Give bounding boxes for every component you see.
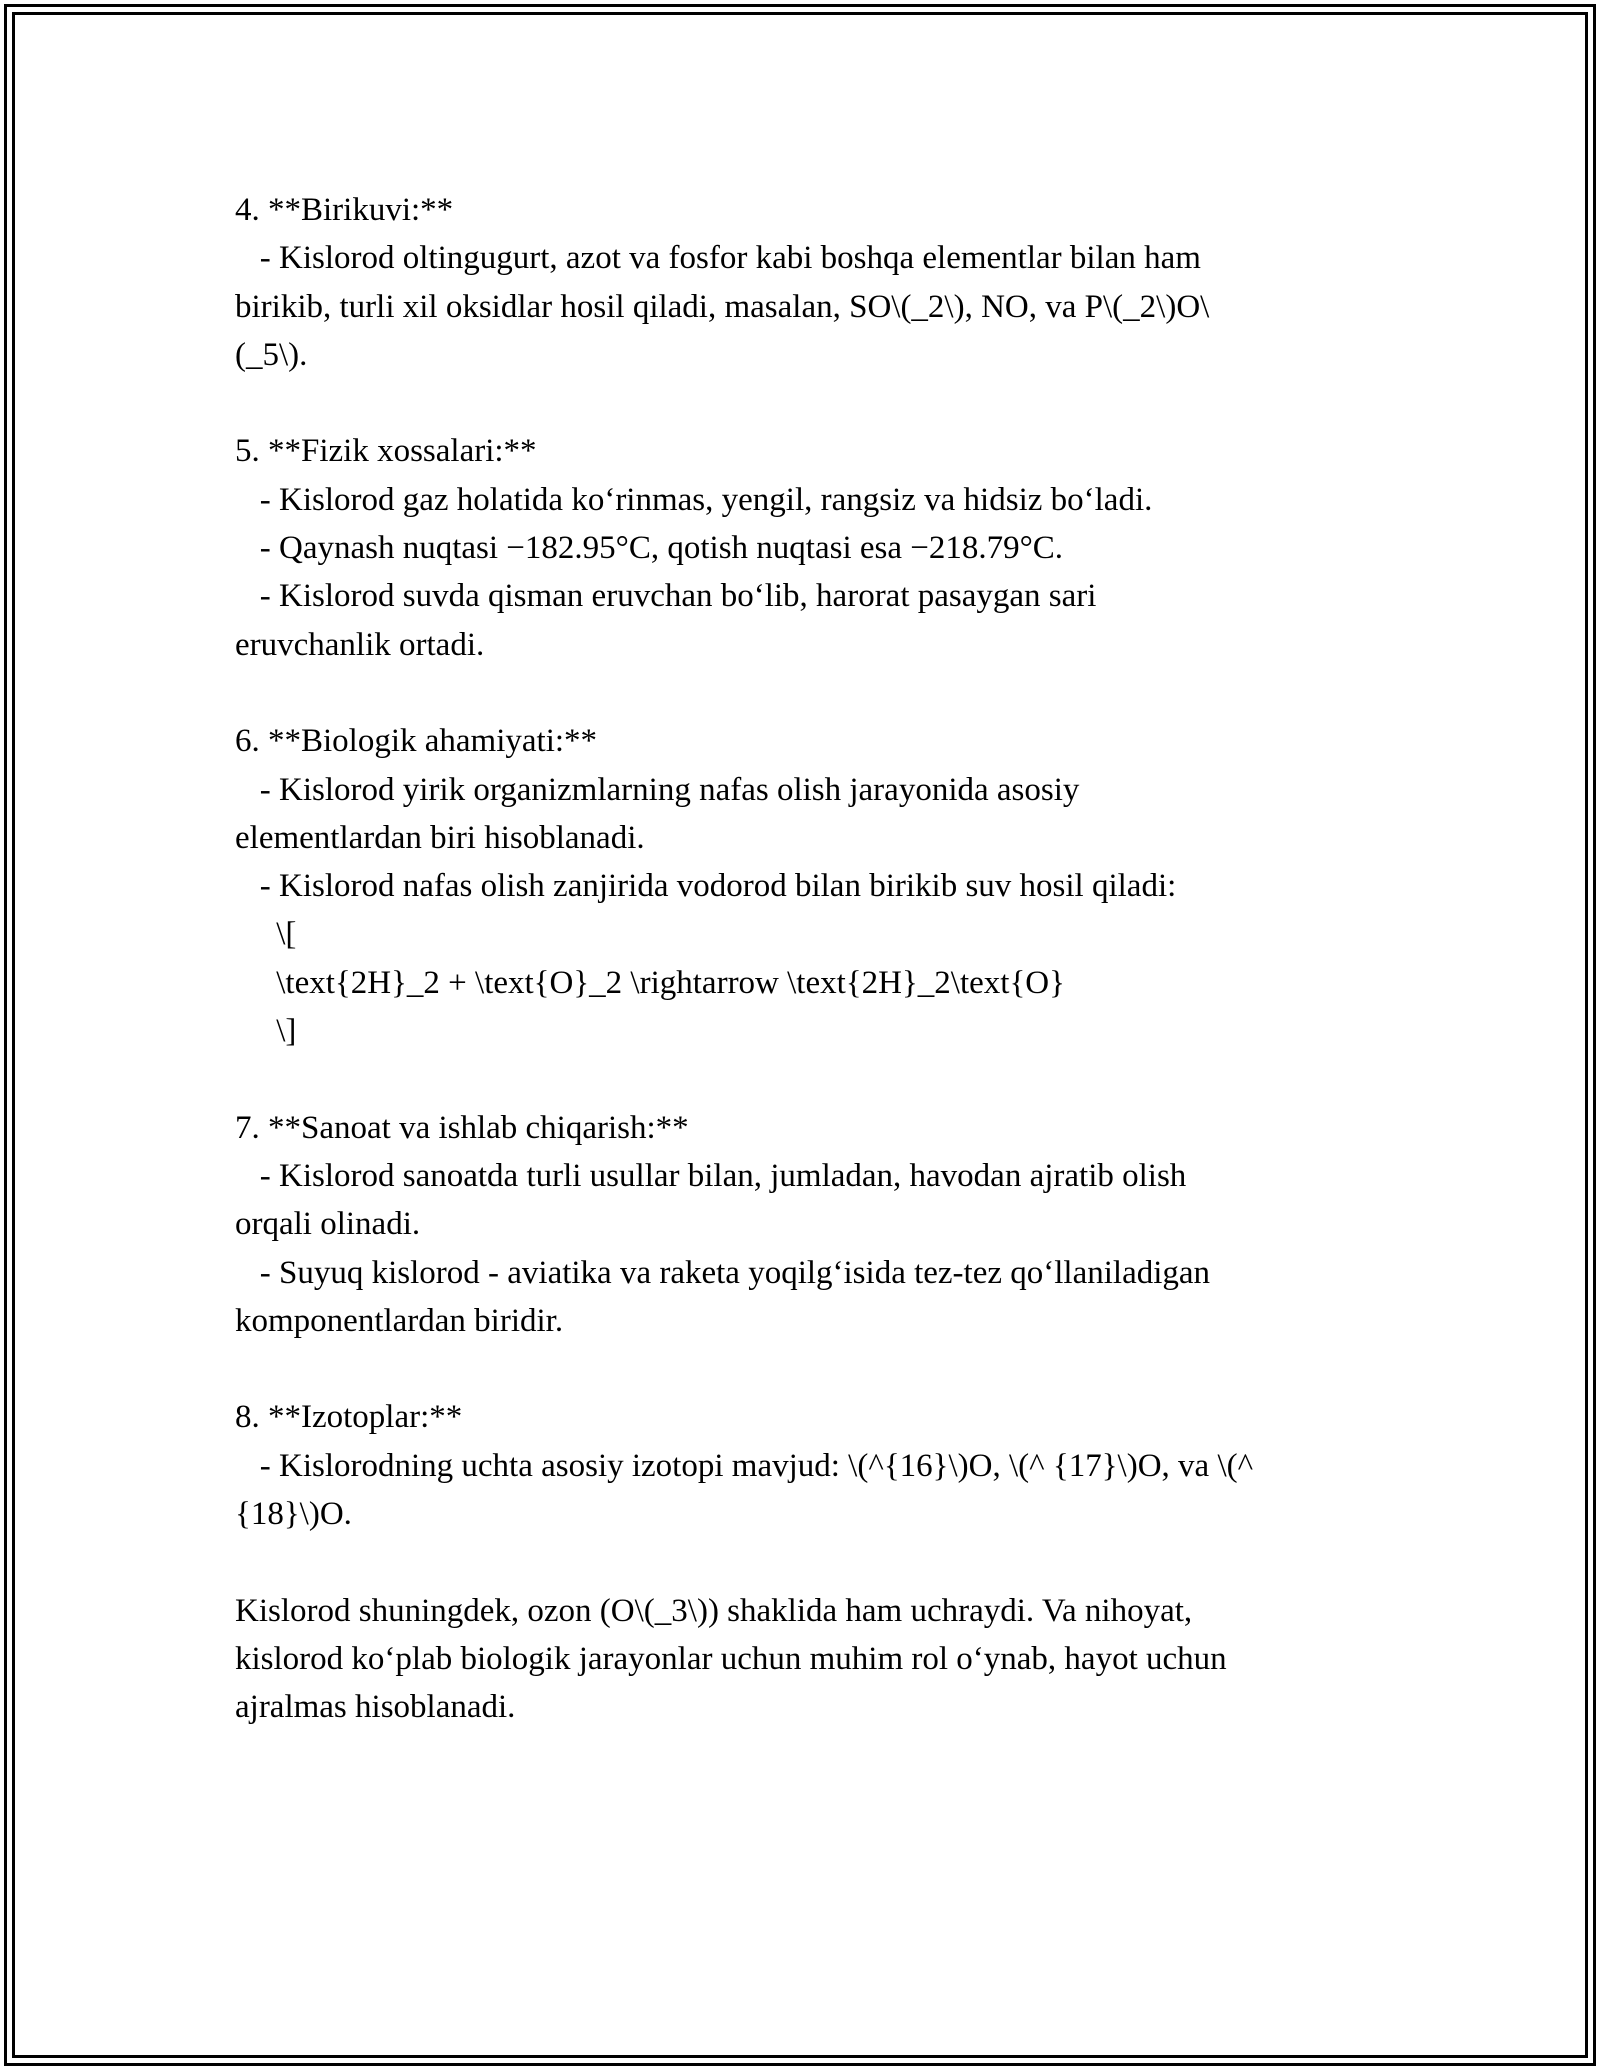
paragraph-gap: [235, 1345, 1385, 1393]
section-sanoat: [235, 1104, 1385, 1345]
closing-line: Kislorod shuningdek, ozon (O\(_3\)) shaklida ham uchraydi. Va nihoyat,: [235, 1592, 1193, 1629]
closing-line: kislorod koʻplab biologik jarayonlar uchun muhim rol oʻynab, hayot uchun: [235, 1640, 1227, 1677]
section-heading: 7. **Sanoat va ishlab chiqarish:**: [235, 1109, 689, 1146]
section-line: - Suyuq kislorod - aviatika va raketa yoqilgʻisida tez-tez qoʻllaniladigan: [235, 1254, 1211, 1291]
section-line: eruvchanlik ortadi.: [235, 626, 485, 663]
section-biologik-ahamiyati: [235, 717, 1385, 1055]
section-fizik-xossalari: [235, 427, 1385, 668]
section-line: birikib, turli xil oksidlar hosil qiladi, masalan, SO\(_2\), NO, va P\(_2\)O\: [235, 288, 1210, 325]
document-body: [235, 186, 1385, 1732]
paragraph-gap: [235, 1538, 1385, 1586]
paragraph-gap: [235, 669, 1385, 717]
equation-line: \[: [235, 916, 297, 953]
section-izotoplar: [235, 1393, 1385, 1538]
closing-paragraph: [235, 1587, 1385, 1732]
section-heading: 5. **Fizik xossalari:**: [235, 433, 537, 470]
section-line: - Kislorod sanoatda turli usullar bilan, jumladan, havodan ajratib olish: [235, 1157, 1187, 1194]
section-line: - Kislorodning uchta asosiy izotopi mavjud: \(^{16}\)O, \(^ {17}\)O, va \(^: [235, 1447, 1254, 1484]
section-birikuvi: [235, 186, 1385, 379]
section-line: elementlardan biri hisoblanadi.: [235, 819, 645, 856]
section-line: komponentlardan biridir.: [235, 1302, 564, 1339]
section-line: - Qaynash nuqtasi −182.95°C, qotish nuqtasi esa −218.79°C.: [235, 530, 1064, 567]
section-line: - Kislorod nafas olish zanjirida vodorod bilan birikib suv hosil qiladi:: [235, 868, 1177, 905]
closing-line: ajralmas hisoblanadi.: [235, 1689, 516, 1726]
section-line: {18}\)O.: [235, 1496, 352, 1533]
paragraph-gap: [235, 379, 1385, 427]
section-line: - Kislorod suvda qisman eruvchan boʻlib, harorat pasaygan sari: [235, 578, 1097, 615]
section-heading: 8. **Izotoplar:**: [235, 1399, 463, 1436]
section-heading: 4. **Birikuvi:**: [235, 192, 454, 228]
section-heading: 6. **Biologik ahamiyati:**: [235, 723, 598, 760]
section-line: - Kislorod oltingugurt, azot va fosfor kabi boshqa elementlar bilan ham: [235, 240, 1201, 277]
section-line: - Kislorod yirik organizmlarning nafas olish jarayonida asosiy: [235, 771, 1080, 808]
equation-line: \]: [235, 1013, 297, 1050]
equation-line: \text{2H}_2 + \text{O}_2 \rightarrow \text{2H}_2\text{O}: [235, 964, 1065, 1001]
section-line: (_5\).: [235, 336, 308, 373]
section-line: - Kislorod gaz holatida koʻrinmas, yengil, rangsiz va hidsiz boʻladi.: [235, 481, 1153, 518]
section-line: orqali olinadi.: [235, 1206, 421, 1243]
paragraph-gap: [235, 1055, 1385, 1103]
